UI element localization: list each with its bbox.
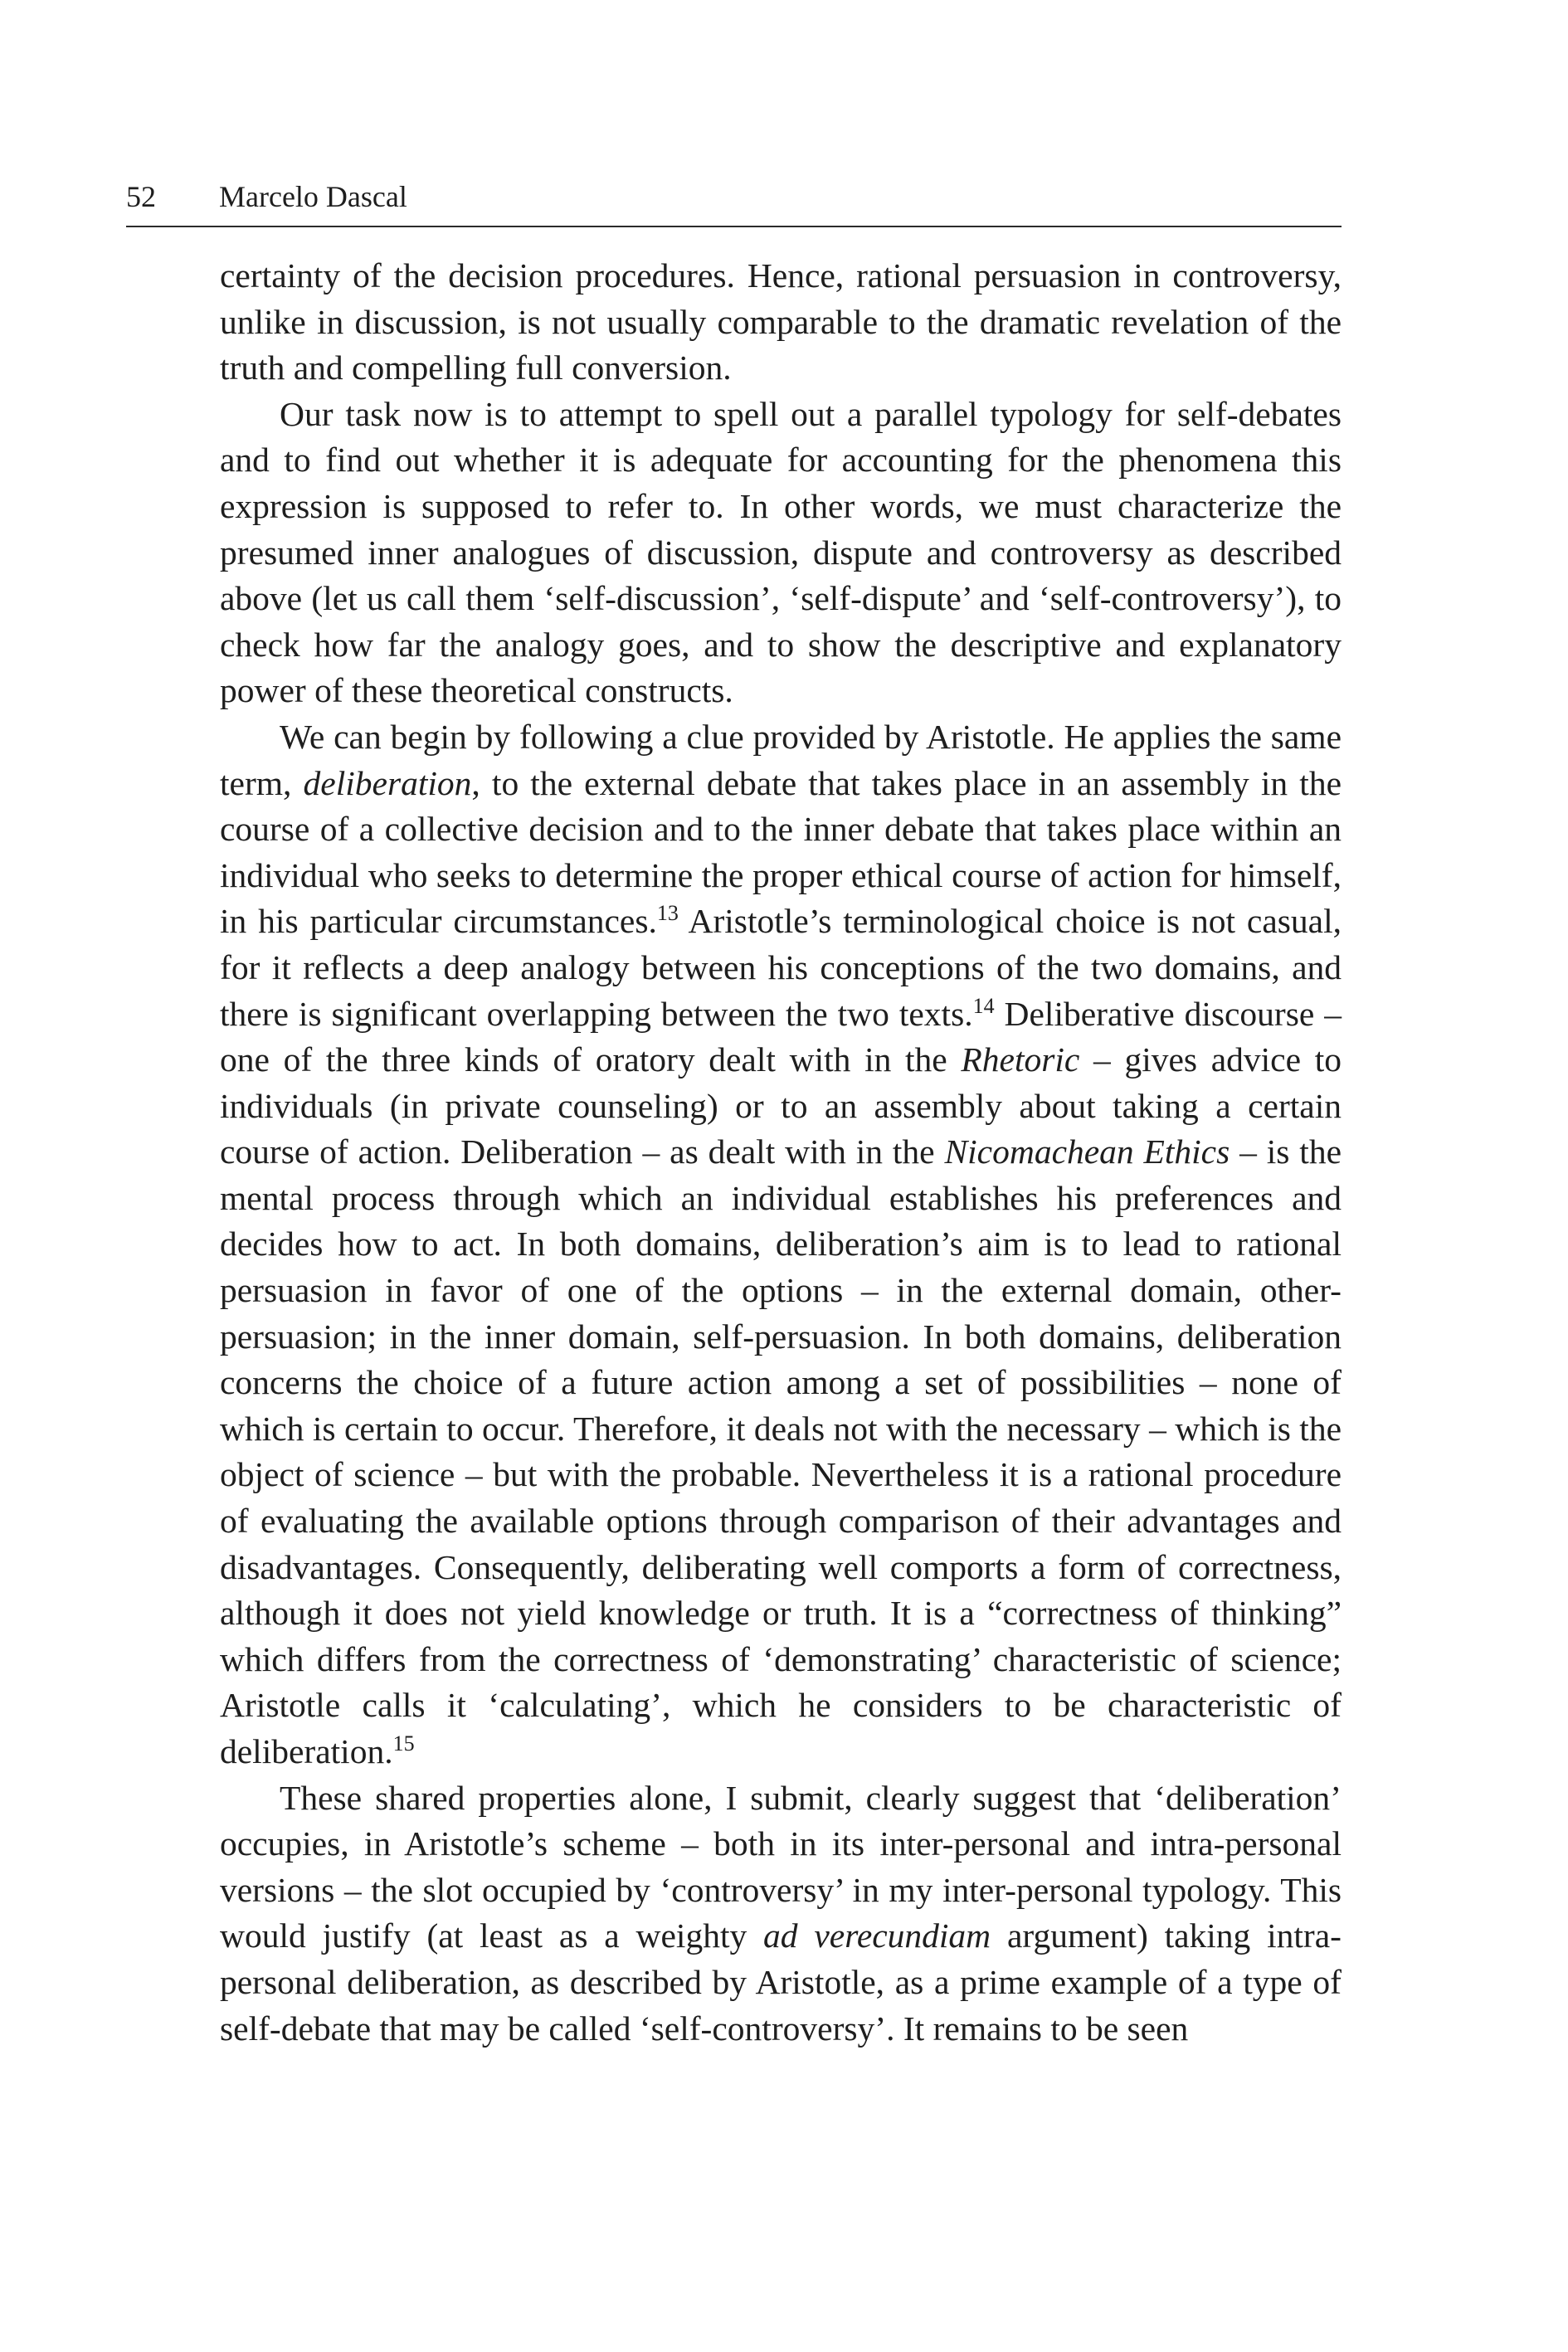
text-run: We can begin by following a clue provided by Aristotle. He applies the same term, <box>220 717 1342 802</box>
italic-term: Rhetoric <box>961 1040 1080 1079</box>
text-run: , to the external debate that takes place in an assembly in the course of a collective decision and to the inner debate that takes place within an individual who seeks to determine the proper ethical course of action for himself, in his particular circumstances. <box>220 763 1342 941</box>
author-name: Marcelo Dascal <box>219 180 407 213</box>
footnote-marker: 15 <box>392 1731 415 1756</box>
text-run: – gives advice to individuals (in private counseling) or to an assembly about taking a certain course of action. Deliberation – as dealt with in the <box>220 1040 1342 1171</box>
text-run: These shared properties alone, I submit, clearly suggest that ‘deliberation’ occupies, in Aristotle’s scheme – both in its inter-personal and intra-personal versions – the slot occupied by ‘controversy’ in my inter-personal typology. This would justify (at least as a weighty <box>220 1778 1342 1955</box>
text-run: Our task now is to attempt to spell out a parallel typology for self-debates and to find out whether it is adequate for accounting for the phenomena this expression is supposed to refer to. In other words, we must characterize the presumed inner analogues of discussion, dispute and controversy as described above (let us call them ‘self-discussion’, ‘self-dispute’ and ‘self-controversy’), to check how far the analogy goes, and to show the descriptive and explanatory power of these theoretical constructs. <box>220 394 1342 710</box>
paragraph <box>220 392 1342 714</box>
footnote-marker: 13 <box>656 901 679 926</box>
italic-term: Nicomachean Ethics <box>944 1132 1230 1171</box>
body-text <box>220 253 1342 2052</box>
page-number: 52 <box>126 180 156 213</box>
text-run: certainty of the decision procedures. Hence, rational persuasion in controversy, unlike in discussion, is not usually comparable to the dramatic revelation of the truth and compelling full conversion. <box>220 256 1342 387</box>
italic-term: ad verecundiam <box>763 1916 991 1955</box>
text-run: Deliberative discourse – one of the three kinds of oratory dealt with in the <box>220 994 1342 1079</box>
paragraph <box>220 714 1342 1775</box>
paragraph <box>220 1775 1342 2053</box>
text-run: Aristotle’s terminological choice is not casual, for it reflects a deep analogy between his conceptions of the two domains, and there is significant overlapping between the two texts. <box>220 902 1342 1033</box>
running-head <box>126 176 1342 227</box>
footnote-marker: 14 <box>972 993 995 1018</box>
text-run: argument) taking intra-personal deliberation, as described by Aristotle, as a prime example of a type of self-debate that may be called ‘self-controversy’. It remains to be seen <box>220 1916 1342 2048</box>
italic-term: deliberation <box>303 763 472 802</box>
text-run: – is the mental process through which an individual establishes his preferences and decides how to act. In both domains, deliberation’s aim is to lead to rational persuasion in favor of one of the options – in the external domain, other-persuasion; in the inner domain, self-persuasion. In both domains, deliberation concerns the choice of a future action among a set of possibilities – none of which is certain to occur. Therefore, it deals not with the necessary – which is the object of science – but with the probable. Nevertheless it is a rational procedure of evaluating the available options through comparison of their advantages and disadvantages. Consequently, deliberating well comports a form of correctness, although it does not yield knowledge or truth. It is a “correctness of thinking” which differs from the correctness of ‘demonstrating’ characteristic of science; Aristotle calls it ‘calculating’, which he considers to be characteristic of deliberation. <box>220 1132 1342 1770</box>
paragraph <box>220 253 1342 392</box>
